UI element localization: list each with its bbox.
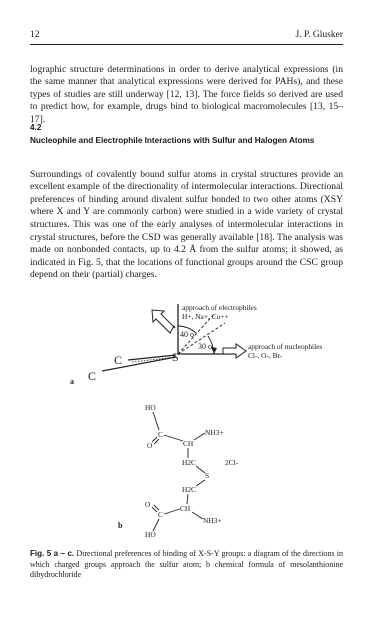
atom-s: S <box>172 350 179 364</box>
nucleophiles-label-1: approach of nucleophiles <box>248 342 323 351</box>
b-ch-bottom: CH <box>180 504 191 513</box>
angle-40-label: 40 o <box>180 330 194 339</box>
b-ch-top: CH <box>183 439 194 448</box>
caption-text: Directional preferences of binding of X-S-Y groups: a diagram of the directions in which charged groups approach the sulfur atom; b chemical formula of mesolanthionine dihydrochloride <box>30 549 344 579</box>
electrophiles-label-1: approach of electrophiles <box>182 303 257 312</box>
electrophiles-label-2: H+, Na+, Cu++ <box>182 312 229 321</box>
bond-ch-c-bottom <box>164 509 180 514</box>
atom-c1: C <box>114 353 123 367</box>
bond-h2c-s-top <box>196 466 205 473</box>
nucleophiles-label-2: Cl-, O-, Br- <box>248 351 283 360</box>
b-nh3-top: NH3+ <box>205 428 224 437</box>
nucleophile-arrow <box>223 344 246 358</box>
bond-h2c-ch-bottom <box>187 494 188 504</box>
header-rule <box>30 44 343 45</box>
electrophile-arrow <box>152 310 175 333</box>
bond-c-ho-bottom <box>153 519 159 531</box>
panel-b-structure <box>118 403 239 539</box>
bond-ch-nh3-bottom <box>192 512 203 519</box>
bond-c-ch-top <box>164 435 183 441</box>
page-number: 12 <box>30 30 40 40</box>
section-title: Nucleophile and Electrophile Interactions with Sulfur and Halogen Atoms <box>30 136 315 145</box>
b-c-top: C <box>158 430 163 439</box>
bond-ho-c-top <box>153 412 159 430</box>
angle-30-label: 30 o <box>198 342 212 351</box>
b-c-bottom: C <box>158 510 163 519</box>
b-o-top: O <box>147 441 153 450</box>
figure-5 <box>0 300 373 540</box>
paragraph-sulfur: Surroundings of covalently bound sulfur atoms in crystal structures provide an excellent example of the directionality of intermolecular interactions. Directional preferences of binding around divalent sulfur bonded to two other atoms (XSY where X and Y are commonly carbon) were studied in a wide variety of crystal structures. This was one of the early analyses of intermolecular interactions in crystal structures, before the CSD was generally available [18]. The analysis was made on nonbonded contacts, up to 4.2 Å from the sulfur atoms; it showed, as indicated in Fig. 5, that the locations of functional groups around the CSC group depend on their (partial) charges. <box>30 168 343 281</box>
panel-b-label: b <box>118 521 123 530</box>
section-number: 4.2 <box>30 123 42 132</box>
b-o-bottom: O <box>145 500 151 509</box>
caption-label: Fig. 5 a – c. <box>30 549 75 558</box>
b-nh3-bottom: NH3+ <box>203 516 222 525</box>
panel-a-label: a <box>70 377 74 386</box>
b-h2c-bottom: H2C <box>182 485 196 494</box>
panel-a-diagram <box>70 303 322 386</box>
b-s: S <box>205 471 210 480</box>
bond-s-h2c-bottom <box>196 480 205 486</box>
atom-c2: C <box>88 369 97 383</box>
bond-ch-nh3-top <box>194 433 205 440</box>
figure-caption <box>30 549 343 581</box>
b-ho-bottom: HO <box>145 530 156 539</box>
paragraph-continuation: lographic structure determinations in order to derive analytical expressions (in the same manner that analytical expressions were derived for PAHs), and these types of studies are still underway [12, 13]. The force fields so derived are used to predict how, for example, drugs bind to biological macromolecules [13, 15–17]. <box>30 63 343 125</box>
b-h2c-top: H2C <box>182 458 196 467</box>
b-counterion: 2Cl- <box>225 458 239 467</box>
b-ho-top: HO <box>145 403 156 412</box>
running-author: J. P. Glusker <box>295 30 343 40</box>
